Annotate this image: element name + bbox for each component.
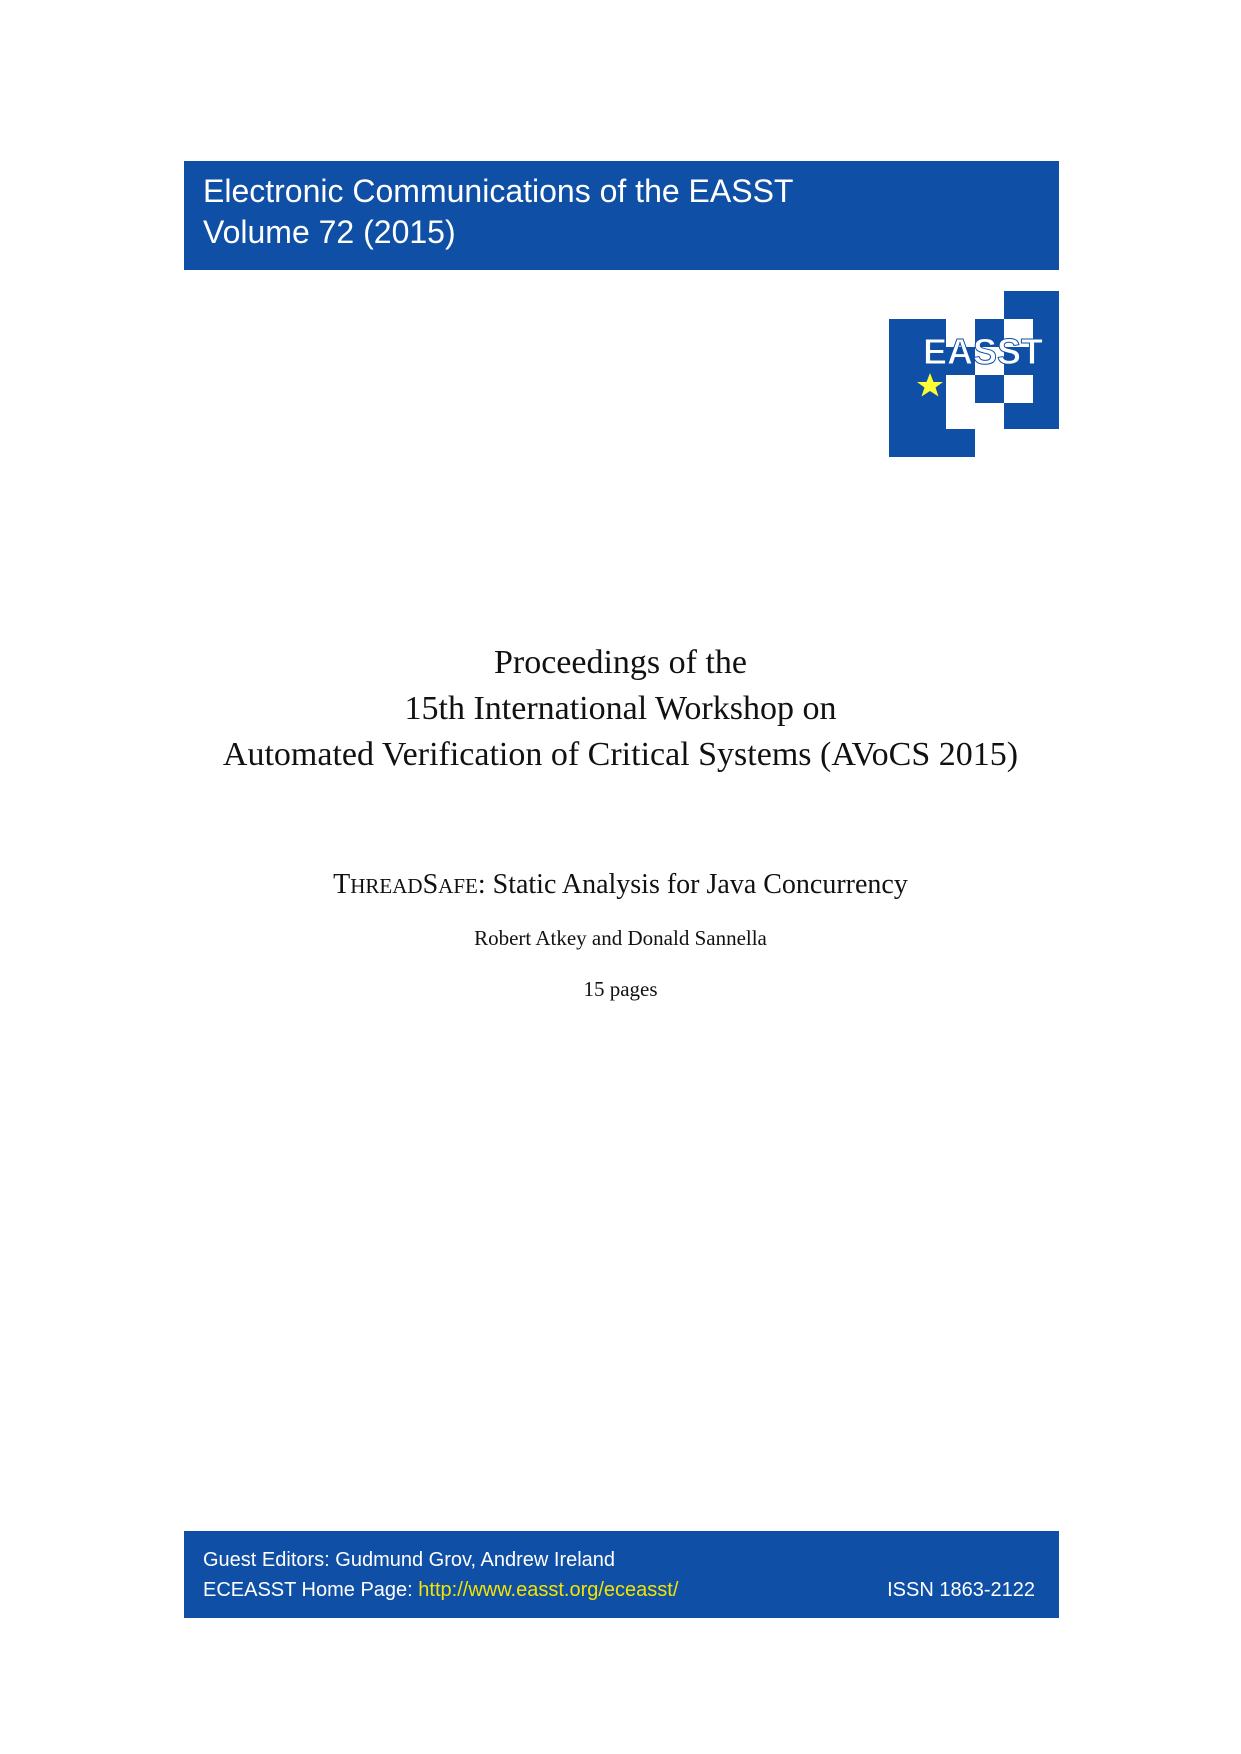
paper-title [120, 868, 1121, 903]
journal-name: Electronic Communications of the EASST [203, 173, 794, 209]
title-sc-cap-2: S [422, 869, 439, 900]
title-rest: : Static Analysis for Java Concurrency [477, 869, 908, 900]
paper-authors: Robert Atkey and Donald Sannella [474, 926, 767, 950]
title-sc-rest-2: AFE [438, 874, 478, 898]
editors-row [203, 1545, 1035, 1575]
homepage-link[interactable]: http://www.easst.org/eceasst/ [418, 1579, 679, 1601]
homepage-line [203, 1575, 678, 1605]
title-sc-rest-1: HREAD [350, 874, 423, 898]
logo-text: EASST [923, 331, 1044, 372]
easst-logo [889, 291, 1059, 457]
journal-volume: Volume 72 (2015) [203, 214, 456, 250]
issn: ISSN 1863-2122 [887, 1579, 1035, 1601]
title-sc-cap-1: T [333, 869, 351, 900]
guest-editors: Guest Editors: Gudmund Grov, Andrew Ireland [203, 1549, 616, 1571]
page-count: 15 pages [583, 977, 658, 1001]
footer-band [184, 1531, 1059, 1618]
proceedings-line-1: Proceedings of the [493, 644, 748, 681]
proceedings-line-2: 15th International Workshop on [404, 690, 837, 727]
proceedings-line-3: Automated Verification of Critical Systems (AVoCS 2015) [222, 736, 1019, 773]
homepage-label: ECEASST Home Page: [203, 1579, 419, 1601]
proceedings-title [120, 640, 1121, 778]
journal-header-band [184, 161, 1059, 270]
homepage-row [203, 1575, 1035, 1605]
